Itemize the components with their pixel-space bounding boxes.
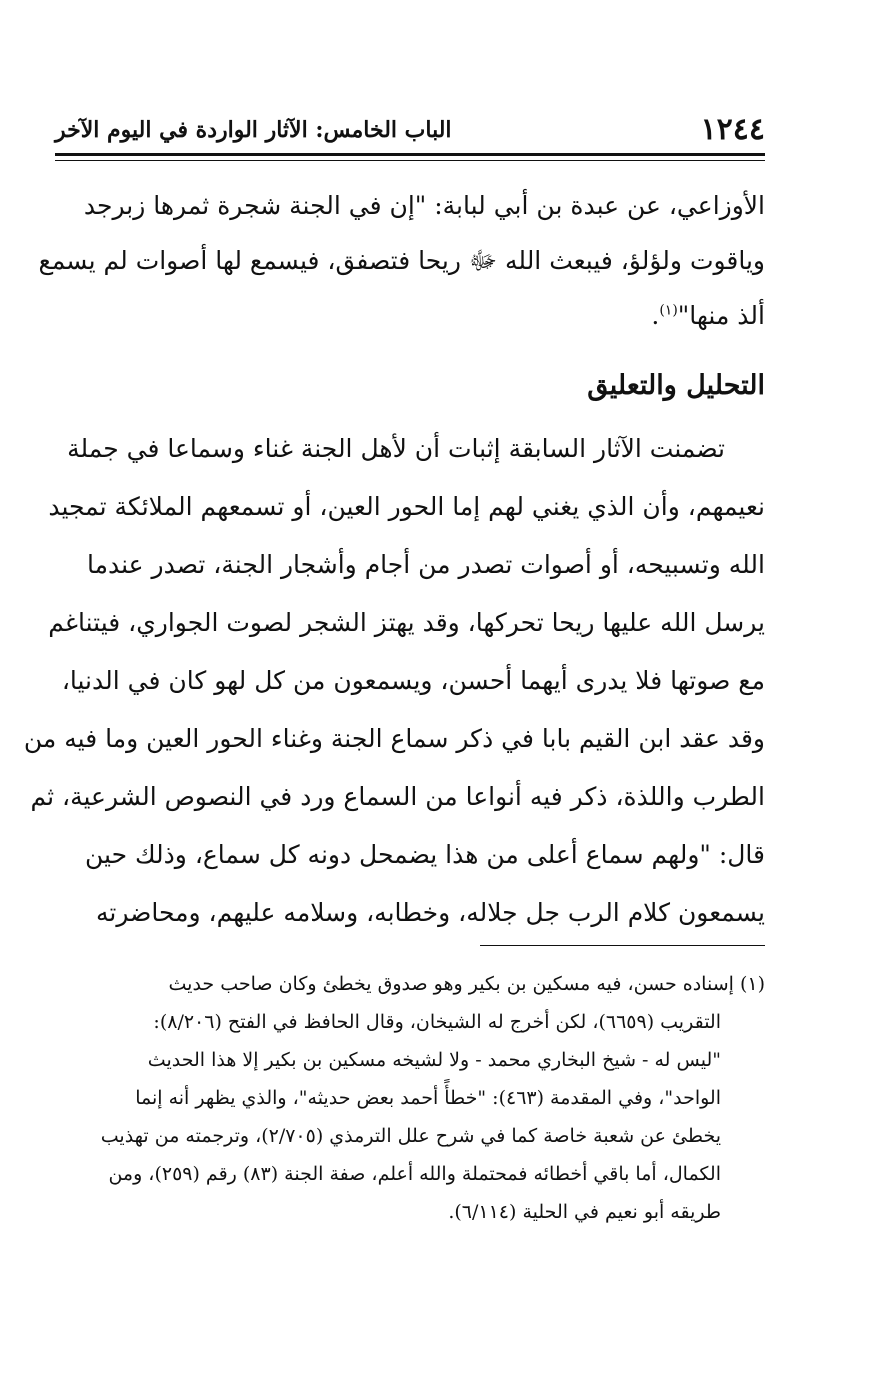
chapter-title: الباب الخامس: الآثار الواردة في اليوم الآخر xyxy=(55,117,452,143)
footnote-line: طريقه أبو نعيم في الحلية (٦/١١٤). xyxy=(448,1201,721,1223)
text-line: الأوزاعي، عن عبدة بن أبي لبابة: "إن في الجنة شجرة ثمرها زبرجد xyxy=(83,191,765,220)
text-line: نعيمهم، وأن الذي يغني لهم إما الحور العين، أو تسمعهم الملائكة تمجيد xyxy=(48,492,765,521)
text-line: الله وتسبيحه، أو أصوات تصدر من أجام وأشجار الجنة، تصدر عندما xyxy=(86,550,765,579)
analysis-paragraph xyxy=(23,420,765,942)
text-line: وقد عقد ابن القيم بابا في ذكر سماع الجنة وغناء الحور العين وما فيه من xyxy=(23,724,765,753)
text-fragment: ألذ منها" xyxy=(677,301,765,330)
sentence-end: . xyxy=(651,301,660,330)
text-line: تضمنت الآثار السابقة إثبات أن لأهل الجنة غناء وسماعا في جملة xyxy=(67,434,725,463)
footnote-reference[interactable]: (١) xyxy=(659,302,678,319)
footnote-line: التقريب (٦٦٥٩)، لكن أخرج له الشيخان، وقال الحافظ في الفتح (٨/٢٠٦): xyxy=(153,1011,721,1033)
text-line: قال: "ولهم سماع أعلى من هذا يضمحل دونه كل سماع، وذلك حين xyxy=(85,840,765,869)
footnote-block xyxy=(55,965,765,1231)
header-rule-thick xyxy=(55,153,765,156)
footnote-line: "ليس له - شيخ البخاري محمد - ولا لشيخه مسكين بن بكير إلا هذا الحديث xyxy=(147,1049,721,1071)
text-line: وياقوت ولؤلؤ، فيبعث الله ﷻ ريحا فتصفق، فيسمع لها أصوات لم يسمع xyxy=(38,246,765,275)
text-line: يسمعون كلام الرب جل جلاله، وخطابه، وسلامه عليهم، ومحاضرته xyxy=(95,898,765,927)
intro-paragraph xyxy=(38,178,765,343)
running-header xyxy=(55,110,765,150)
text-line: يرسل الله عليها ريحا تحركها، وقد يهتز الشجر لصوت الجواري، فيتناغم xyxy=(48,608,765,637)
text-line xyxy=(55,288,765,343)
footnote-line: الواحد"، وفي المقدمة (٤٦٣): "خطأً أحمد بعض حديثه"، والذي يظهر أنه إنما xyxy=(135,1087,721,1109)
text-line: مع صوتها فلا يدرى أيهما أحسن، ويسمعون من كل لهو كان في الدنيا، xyxy=(61,666,765,695)
footnote-line: (١) إسناده حسن، فيه مسكين بن بكير وهو صدوق يخطئ وكان صاحب حديث xyxy=(168,973,765,995)
footnote-line: الكمال، أما باقي أخطائه فمحتملة والله أعلم، صفة الجنة (٨٣) رقم (٢٥٩)، ومن xyxy=(108,1163,721,1185)
header-rule-thin xyxy=(55,160,765,161)
footnote-line: يخطئ عن شعبة خاصة كما في شرح علل الترمذي (٢/٧٠٥)، وترجمته من تهذيب xyxy=(100,1125,721,1147)
text-line: الطرب واللذة، ذكر فيه أنواعا من السماع ورد في النصوص الشرعية، ثم xyxy=(30,782,765,811)
section-heading: التحليل والتعليق xyxy=(587,370,765,401)
page-number: ١٢٤٤ xyxy=(700,112,765,147)
footnote-separator xyxy=(480,945,765,946)
